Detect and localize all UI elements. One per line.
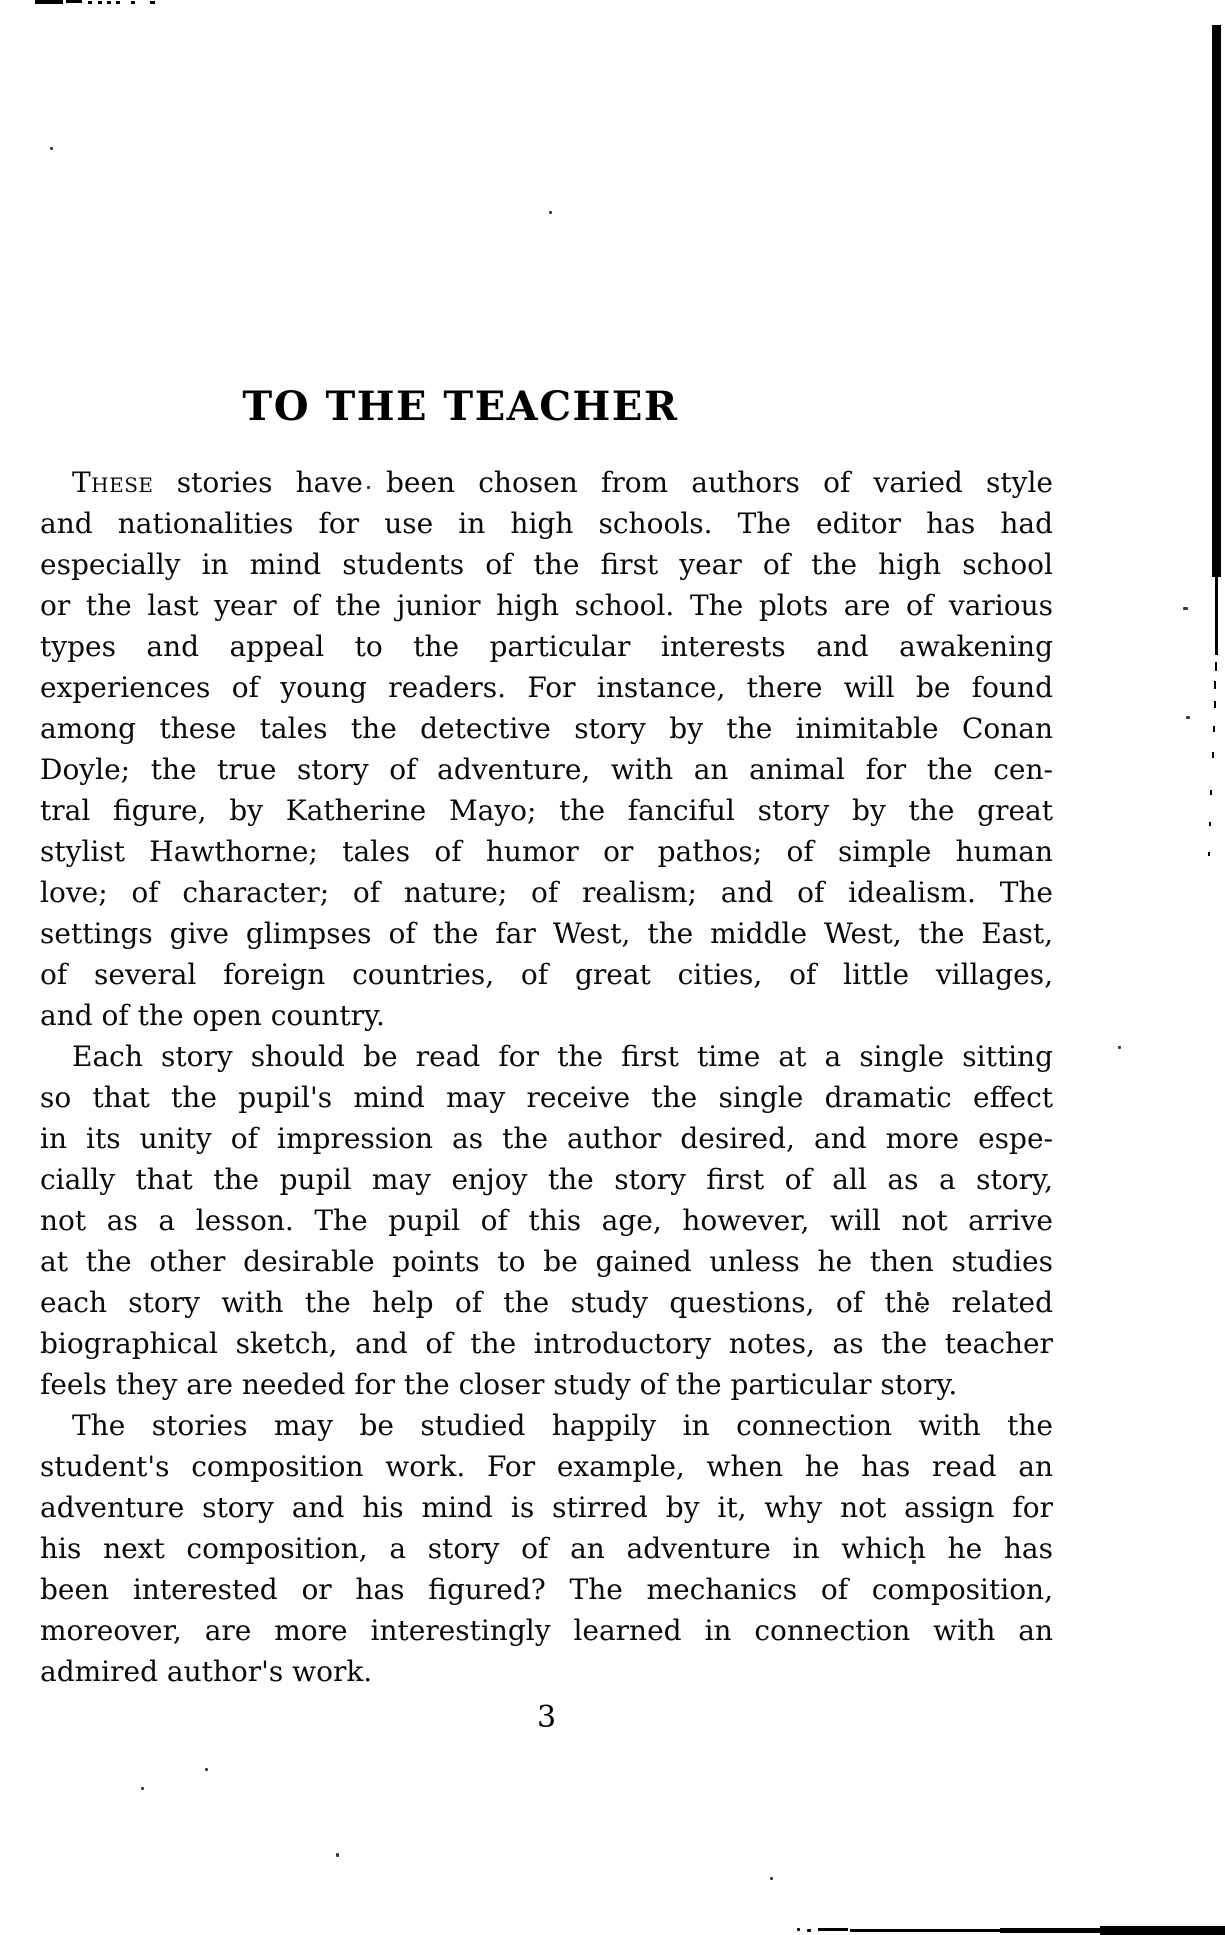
text-line: stylist Hawthorne; tales of humor or pathos; of simple human [40, 835, 1053, 868]
text-line: each story with the help of the study questions, of the related [40, 1286, 1053, 1319]
binding-shadow-dash [1208, 852, 1210, 856]
binding-shadow-dash [1213, 726, 1215, 732]
binding-shadow-dash [1212, 752, 1214, 758]
text-line: Each story should be read for the first time at a single sitting [72, 1040, 1053, 1073]
binding-shadow-bar-thin [1215, 577, 1218, 655]
binding-shadow-dash [1215, 662, 1217, 671]
scan-speck [141, 1787, 144, 1790]
page-edge-mark [98, 1, 102, 4]
binding-shadow-dash [1214, 701, 1216, 708]
page-number: 3 [536, 1700, 557, 1735]
text-line: at the other desirable points to be gained unless he then studies [40, 1245, 1053, 1278]
text-line: his next composition, a story of an adventure in which he has [40, 1532, 1053, 1565]
text-line: in its unity of impression as the author desired, and more espe- [40, 1122, 1053, 1155]
page-edge-mark [116, 1, 120, 4]
text-line: Doyle; the true story of adventure, with an animal for the cen- [40, 753, 1053, 786]
text-line: adventure story and his mind is stirred by it, why not assign for [40, 1491, 1053, 1524]
text-line: or the last year of the junior high school. The plots are of various [40, 589, 1053, 622]
text-line: and of the open country. [40, 999, 385, 1032]
text-line: biographical sketch, and of the introductory notes, as the teacher [40, 1327, 1053, 1360]
text-line: feels they are needed for the closer study of the particular story. [40, 1368, 958, 1401]
text-line: love; of character; of nature; of realism; and of idealism. The [40, 876, 1053, 909]
text-line: moreover, are more interestingly learned in connection with an [40, 1614, 1053, 1647]
small-caps-lead: These [72, 466, 154, 499]
page-edge-mark [150, 1, 155, 4]
text-line: especially in mind students of the first year of the high school [40, 548, 1053, 581]
bottom-edge-dot [807, 1929, 811, 1932]
body-text [40, 462, 1053, 1692]
text-line: tral figure, by Katherine Mayo; the fanciful story by the great [40, 794, 1053, 827]
text-line: of several foreign countries, of great cities, of little villages, [40, 958, 1053, 991]
binding-shadow-dash [1209, 822, 1211, 826]
page-title: TO THE TEACHER [242, 382, 679, 430]
text-line: student's composition work. For example, when he has read an [40, 1450, 1053, 1483]
binding-shadow-dash [1210, 790, 1212, 795]
text-line: cially that the pupil may enjoy the story first of all as a story, [40, 1163, 1053, 1196]
bottom-edge-line [850, 1929, 1002, 1932]
text-line: types and appeal to the particular interests and awakening [40, 630, 1053, 663]
text-line: admired author's work. [40, 1655, 373, 1688]
paragraph [40, 462, 1053, 1036]
scan-speck [1118, 1046, 1121, 1049]
scan-speck [1186, 716, 1190, 719]
text-line: not as a lesson. The pupil of this age, however, will not arrive [40, 1204, 1053, 1237]
text-line: and nationalities for use in high schools. The editor has had [40, 507, 1053, 540]
text-line: These stories have been chosen from authors of varied style [72, 466, 1053, 499]
text-line: been interested or has figured? The mechanics of composition, [40, 1573, 1053, 1606]
scan-speck [549, 211, 552, 214]
text-line: The stories may be studied happily in connection with the [72, 1409, 1053, 1442]
page-edge-mark [107, 1, 111, 4]
scan-speck [1183, 607, 1188, 610]
page-edge-mark [88, 1, 92, 4]
page-edge-mark [131, 1, 135, 4]
text-line: experiences of young readers. For instance, there will be found [40, 671, 1053, 704]
bottom-edge-line [818, 1928, 848, 1931]
paragraph [40, 1036, 1053, 1405]
bottom-edge-dot [797, 1928, 800, 1931]
scan-speck [336, 1853, 339, 1857]
text-line: among these tales the detective story by the inimitable Conan [40, 712, 1053, 745]
paragraph [40, 1405, 1053, 1692]
page-edge-mark [66, 0, 82, 3]
scan-speck [770, 1877, 773, 1880]
binding-shadow-bar [1212, 25, 1221, 577]
text-line: settings give glimpses of the far West, the middle West, the East, [40, 917, 1053, 950]
page-edge-mark [35, 0, 63, 4]
bottom-edge-line [1000, 1928, 1102, 1933]
scan-speck [50, 147, 53, 150]
text-line: so that the pupil's mind may receive the single dramatic effect [40, 1081, 1053, 1114]
binding-shadow-dash [1214, 681, 1216, 689]
scan-speck [205, 1768, 208, 1771]
bottom-edge-line [1100, 1926, 1225, 1935]
